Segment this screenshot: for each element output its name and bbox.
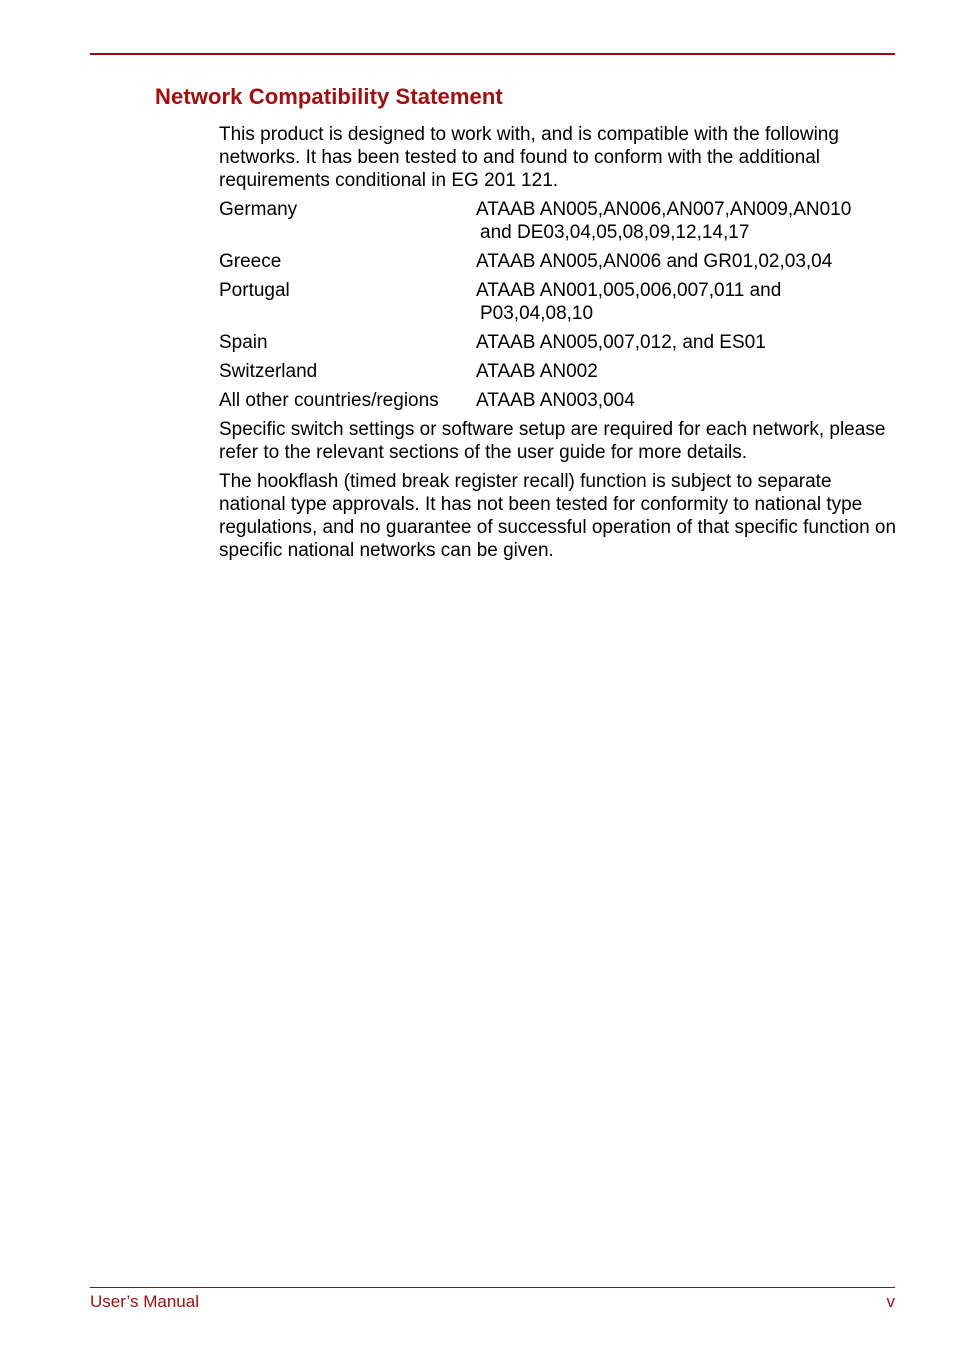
section-body <box>219 123 899 568</box>
network-row-other <box>219 389 899 412</box>
footer-manual-title: User’s Manual <box>90 1292 199 1311</box>
network-row-greece <box>219 250 899 273</box>
network-code-line: ATAAB AN005,AN006 and GR01,02,03,04 <box>476 251 833 272</box>
network-code-line: P03,04,08,10 <box>480 303 594 324</box>
network-row-germany <box>219 198 899 244</box>
network-code-line: ATAAB AN003,004 <box>476 390 635 411</box>
network-code-line: ATAAB AN002 <box>476 361 598 382</box>
footer-rule <box>90 1287 895 1288</box>
network-code-line: and DE03,04,05,08,09,12,14,17 <box>480 222 750 243</box>
country-label: All other countries/regions <box>219 390 439 411</box>
network-codes <box>476 198 896 244</box>
network-code-line: ATAAB AN005,AN006,AN007,AN009,AN010 <box>476 199 852 220</box>
network-code-line: ATAAB AN005,007,012, and ES01 <box>476 332 766 353</box>
switch-settings-paragraph: Specific switch settings or software setup are required for each network, please refer to the relevant sections of the user guide for more details. <box>219 419 886 463</box>
network-codes <box>476 360 896 383</box>
country-label: Switzerland <box>219 361 318 382</box>
section-heading: Network Compatibility Statement <box>155 84 503 109</box>
hookflash-paragraph: The hookflash (timed break register recall) function is subject to separate national type approvals. It has not been tested for conformity to national type regulations, and no guarantee of successful operation of that specific function on specific national networks can be given. <box>219 471 897 561</box>
country-label: Greece <box>219 251 282 272</box>
network-codes <box>476 250 896 273</box>
country-label: Portugal <box>219 280 290 301</box>
intro-paragraph: This product is designed to work with, and is compatible with the following networks. It has been tested to and found to conform with the additional requirements conditional in EG 201 121. <box>219 124 839 191</box>
network-table <box>219 198 899 412</box>
header-rule <box>90 53 895 55</box>
country-label: Germany <box>219 199 298 220</box>
footer-page-number: v <box>886 1292 895 1311</box>
network-codes <box>476 279 896 325</box>
network-row-switzerland <box>219 360 899 383</box>
network-code-line: ATAAB AN001,005,006,007,011 and <box>476 280 782 301</box>
network-codes <box>476 389 896 412</box>
network-row-portugal <box>219 279 899 325</box>
network-codes <box>476 331 896 354</box>
country-label: Spain <box>219 332 268 353</box>
network-row-spain <box>219 331 899 354</box>
